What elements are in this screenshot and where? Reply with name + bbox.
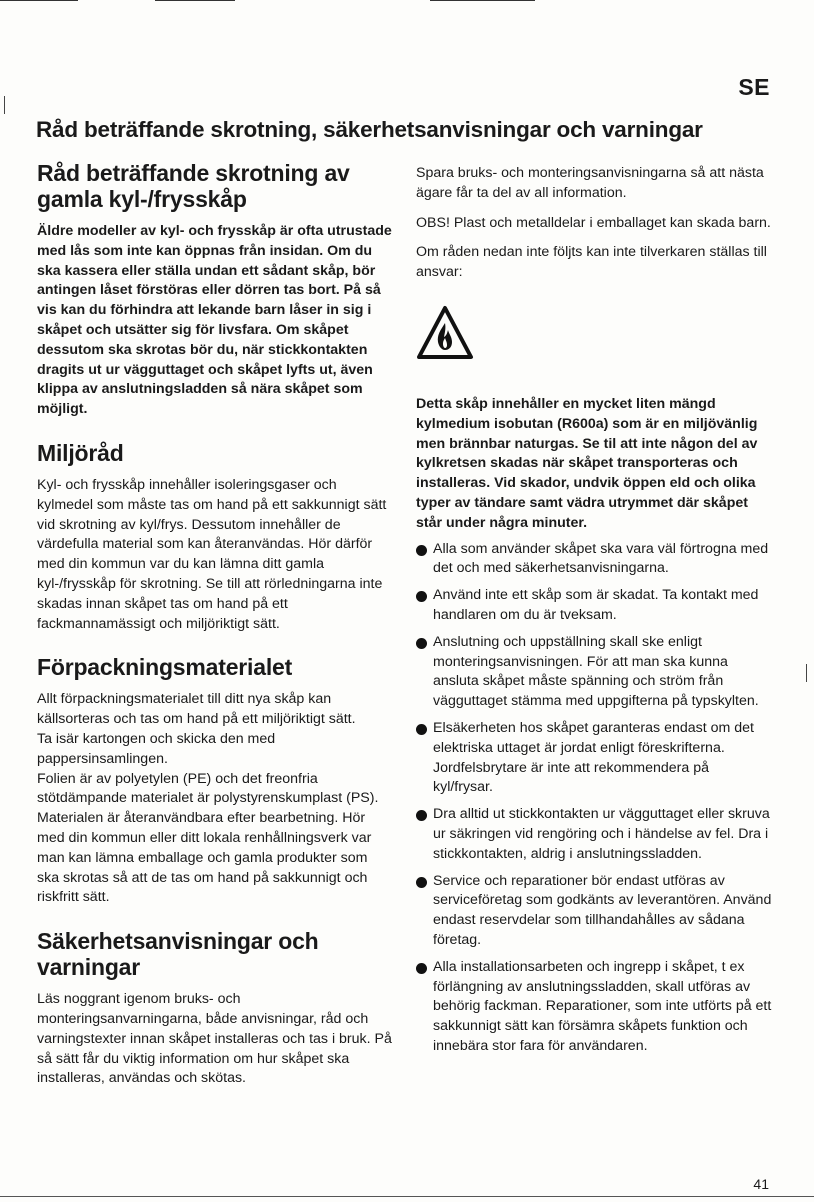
right-column (416, 164, 772, 1064)
list-item (416, 805, 772, 864)
packaging-hazard-text: OBS! Plast och metalldelar i emballaget kan skada barn. (416, 214, 771, 231)
bullet-icon (416, 810, 427, 821)
top-scan-line-left (0, 0, 78, 1)
language-code: SE (738, 74, 770, 100)
safety-bullet-list (416, 540, 772, 1057)
bullet-icon (416, 963, 427, 974)
bullet-icon (416, 591, 427, 602)
list-item (416, 540, 772, 580)
section-scrapping (37, 160, 392, 420)
section-environment (37, 440, 392, 634)
bullet-text: Alla installationsarbeten och ingrepp i skåpet, t ex förlängning av anslutningssladden, skall utföras av behörig fackman. Reparationer, som inte utförts på ett sakkunnigt sätt kan försämra skåpets funktion och innebära stor fara för användaren. (433, 958, 772, 1054)
bullet-text: Använd inte ett skåp som är skadat. Ta kontakt med handlaren om du är tveksam. (433, 587, 759, 623)
bullet-icon (416, 638, 427, 649)
bullet-icon (416, 724, 427, 735)
packaging-text-1: Allt förpackningsmaterialet till ditt nya skåp kan källsorteras och tas om hand på ett miljöriktigt sätt. (37, 691, 356, 728)
bullet-text: Alla som använder skåpet ska vara väl förtrogna med det och med säkerhetsanvisningarna. (433, 540, 769, 577)
list-item (416, 586, 772, 626)
top-scan-line-right (430, 0, 535, 1)
bullet-text: Service och reparationer bör endast utföras av serviceföretag som godkänts av leverantören. Använd endast reservdelar som tillhandahålles av sådana företag. (433, 872, 772, 948)
bullet-text: Dra alltid ut stickkontakten ur vägguttaget eller skruva ur säkringen vid rengöring och i händelse av fel. Dra i stickkontakten, aldrig i anslutningssladden. (433, 806, 770, 862)
bullet-icon (416, 545, 427, 556)
section-heading-environment: Miljöråd (37, 439, 124, 466)
list-item (416, 633, 772, 712)
list-item (416, 719, 772, 798)
left-column (37, 160, 392, 1089)
section-heading-scrapping: Råd beträffande skrotning av gamla kyl-/frysskåp (37, 160, 350, 212)
keep-instructions-text: Spara bruks- och monteringsanvisningarna så att nästa ägare får ta del av all information. (416, 165, 764, 201)
bullet-text: Elsäkerheten hos skåpet garanteras endast om det elektriska uttaget är jordat enligt föreskrifterna. Jordfelsbrytare är inte att rekommendera på kyl/frysar. (433, 719, 754, 796)
top-scan-line-mid (155, 0, 235, 1)
flammable-warning-icon (416, 305, 474, 361)
packaging-text-3: Folien är av polyetylen (PE) och det freonfria stötdämpande materialet är polystyrenskumplast (PS). Materialen är återanvändbara efter bearbetning. Hör med din kommun eller ditt lokala renhållningsverk var man kan lämna emballage och gamla produkter som ska skrotas så att de tas om hand på sakkunnigt och riskfritt sätt. (37, 770, 379, 906)
page-number: 41 (753, 1176, 769, 1192)
bottom-scan-line (0, 1196, 814, 1197)
bullet-icon (416, 877, 427, 888)
safety-text: Läs noggrant igenom bruks- och monteringsanvarningarna, både anvisningar, råd och varningstexter innan skåpet installeras och tas i bruk. På så sätt får du viktig information om hur skåpet ska installeras, användas och skötas. (37, 991, 392, 1087)
right-edge-mark (806, 664, 807, 682)
section-heading-packaging: Förpackningsmaterialet (37, 654, 293, 681)
environment-text: Kyl- och frysskåp innehåller isoleringsgaser och kylmedel som måste tas om hand på ett sakkunnigt sätt vid skrotning av kyl/frys. Dessutom innehåller de värdefulla material som kan återanvändas. Hör därför med din kommun var du kan lämna ditt gamla kyl-/frysskåp för skrotning. Se till att rörledningarna inte skadas innan skåpet tas om hand på ett fackmannamässigt och miljöriktigt sätt. (37, 476, 387, 632)
packaging-text-2: Ta isär kartongen och skicka den med pappersinsamlingen. (37, 730, 276, 767)
section-packaging (37, 654, 392, 908)
section-heading-safety: Säkerhetsanvisningar och varningar (37, 928, 319, 981)
left-edge-mark (4, 96, 5, 114)
list-item (416, 872, 772, 951)
page-title: Råd beträffande skrotning, säkerhetsanvisningar och varningar (36, 117, 703, 142)
section-safety (37, 928, 392, 1089)
list-item (416, 958, 772, 1057)
liability-text: Om råden nedan inte följts kan inte tilverkaren ställas till ansvar: (416, 244, 767, 281)
isobutane-warning-text: Detta skåp innehåller en mycket liten mängd kylmedium isobutan (R600a) som är en miljövänlig men brännbar naturgas. Se til att inte någon del av kylkretsen skadas när skåpet transporteras och installeras. Vid skador, undvik öppen eld och olika typer av tändare samt vädra utrymmet där skåpet står under några minuter. (416, 395, 758, 531)
bullet-text: Anslutning och uppställning skall ske enligt monteringsanvisningen. För att man ska kunna ansluta skåpet måste spänning och ström från vägguttaget stämma med uppgifterna på typskylten. (433, 633, 759, 710)
scrapping-text: Äldre modeller av kyl- och frysskåp är ofta utrustade med lås som inte kan öppnas från insidan. Om du ska kassera eller ställa undan ett sådant skåp, bör antingen låset förstöras eller dörren tas bort. På så vis kan du förhindra att lekande barn låser in sig i skåpet och utsätter sig för livsfara. Om skåpet dessutom ska skrotas bör du, när stickkontakten dragits ut ur vägguttaget och skåpet lyfts ut, även klippa av anslutningsladden så nära skåpet som möjligt. (37, 223, 392, 418)
